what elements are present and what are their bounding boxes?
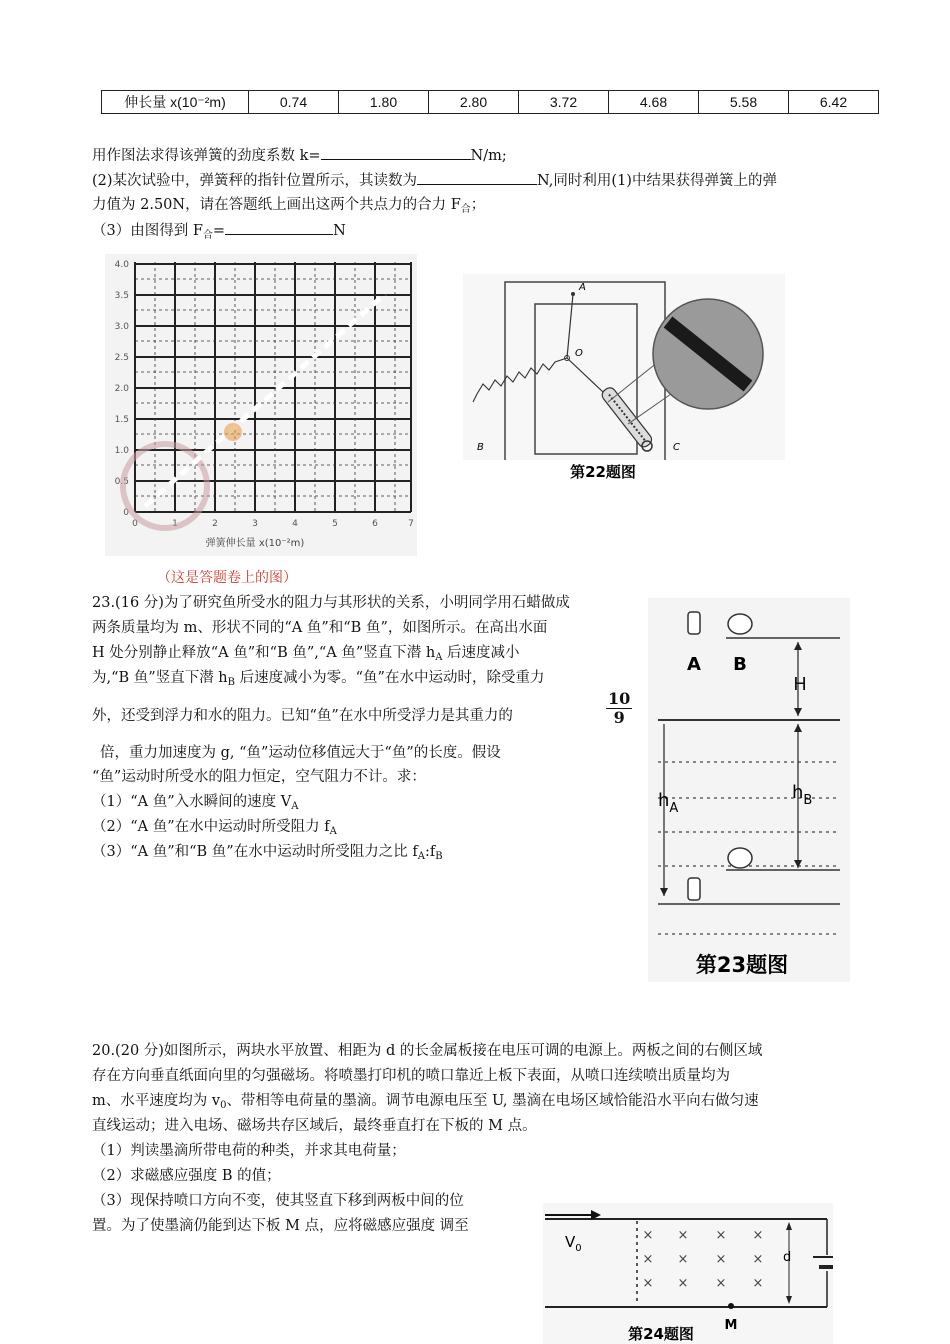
x-tick: 0 [132,519,138,529]
y-tick: 1.5 [114,415,129,425]
q23-line-3: H 处分别静止释放“A 鱼”和“B 鱼”,“A 鱼”竖直下潜 $h_A$ 后速度减小 [92,645,520,663]
x-tick: 4 [292,519,298,529]
q23-question-3: （3）“A 鱼”和“B 鱼”在水中运动时所受阻力之比 $f_A:f_B$ [92,844,443,862]
x-tick: 3 [252,519,258,529]
q23-line-6: 倍，重力加速度为 g, “鱼”运动位移值远大于“鱼”的长度。假设 [100,745,501,761]
svg-text:×: × [715,1228,727,1243]
x-tick: 1 [172,519,178,529]
q23-question-2: （2）“A 鱼”在水中运动时所受阻力 $f_A$ [92,819,337,837]
q20-line-3: m、水平速度均为 $v_0$、带相等电荷量的墨滴。调节电源电压至 U, 墨滴在电场区域恰能沿水平向右做匀速 [92,1093,759,1111]
figure-background [648,598,850,982]
label-b: B [477,442,484,453]
data-point-highlight [224,423,242,441]
q22-figure [463,274,785,482]
svg-text:×: × [642,1276,654,1291]
q23-line-2: 两条质量均为 m、形状不同的“A 鱼”和“B 鱼”，如图所示。在高出水面 [92,620,548,636]
x-tick: 2 [212,519,218,529]
q20-question-2: （2）求磁感应强度 B 的值； [92,1168,281,1184]
svg-text:×: × [752,1228,764,1243]
fish-b-start [728,614,752,634]
table-row [102,91,879,114]
y-tick: 4.0 [114,260,129,270]
label-fish-a: A [687,654,701,675]
svg-text:×: × [715,1252,727,1267]
label-d: d [783,1250,792,1265]
q20-line-4: 直线运动；进入电场、磁场共存区域后，最终垂直打在下板的 M 点。 [92,1118,537,1134]
fish-b-end [728,848,752,868]
q23-line-1: 23.(16 分)为了研究鱼所受水的阻力与其形状的关系，小明同学用石蜡做成 [92,595,570,611]
q22-line-1: 用作图法求得该弹簧的劲度系数 k= N/m; [92,145,507,166]
svg-text:×: × [715,1276,727,1291]
label-fish-b: B [733,654,747,675]
table-cell: 6.42 [789,91,879,114]
fish-a-start [688,612,700,634]
table-header-cell: 伸长量 x(10⁻²m) [102,91,249,114]
y-tick: 0.5 [114,477,129,487]
answer-blank-k[interactable] [321,145,471,160]
q20-question-1: （1）判读墨滴所带电荷的种类，并求其电荷量； [92,1143,406,1159]
label-c: C [673,442,680,453]
label-ha: $h_A$ [658,790,679,816]
point-m [728,1303,734,1309]
q23-question-1: （1）“A 鱼”入水瞬间的速度 $V_A$ [92,794,299,812]
q23-figure [648,598,850,982]
answer-blank-reading[interactable] [417,170,537,185]
table-cell: 2.80 [429,91,519,114]
q20-line-2: 存在方向垂直纸面向里的匀强磁场。将喷墨打印机的喷口靠近上板下表面，从喷口连续喷出质量均为 [92,1068,730,1084]
label-v0: $V_0$ [565,1233,582,1254]
q22-line-2: (2)某次试验中，弹簧秤的指针位置所示，其读数为 N,同时利用(1)中结果获得弹簧上的弹 [92,170,777,191]
y-tick: 2.0 [114,384,129,394]
svg-text:×: × [642,1228,654,1243]
answer-sheet-graph [105,254,417,556]
x-tick: 7 [408,519,414,529]
table-cell: 3.72 [519,91,609,114]
q20-figure [543,1203,833,1344]
x-tick: 5 [332,519,338,529]
y-tick: 3.5 [114,291,129,301]
label-height-h: H [793,674,807,695]
svg-text:×: × [752,1276,764,1291]
label-a: A [579,282,586,293]
x-axis-label: 弹簧伸长量 x(10⁻²m) [205,538,305,549]
label-hb: $h_B$ [792,782,813,808]
svg-text:×: × [677,1276,689,1291]
extension-table [101,90,879,114]
svg-text:×: × [642,1252,654,1267]
svg-text:×: × [752,1252,764,1267]
q20-line-1: 20.(20 分)如图所示，两块水平放置、相距为 d 的长金属板接在电压可调的电源上。两板之间的右侧区域 [92,1043,763,1059]
q22-line-3: 力值为 2.50N，请在答题纸上画出这两个共点力的合力 $F_合$； [92,197,486,215]
table-cell: 4.68 [609,91,699,114]
x-tick: 6 [372,519,378,529]
answer-blank-fhe[interactable] [225,220,333,235]
svg-text:×: × [677,1252,689,1267]
q23-line-7: “鱼”运动时所受水的阻力恒定，空气阻力不计。求： [92,769,426,785]
svg-text:×: × [677,1228,689,1243]
q23-line-4: 为,“B 鱼”竖直下潜 $h_B$ 后速度减小为零。“鱼”在水中运动时，除受重力 [92,670,545,688]
label-o: O [575,348,583,359]
table-cell: 5.58 [699,91,789,114]
y-tick: 3.0 [114,322,129,332]
table-cell: 0.74 [249,91,339,114]
q20-question-3: （3）现保持喷口方向不变，使其竖直下移到两板中间的位 [92,1193,464,1209]
q22-line-4: （3）由图得到 $F_合= N$ [92,220,346,246]
fraction-ten-ninths: $\frac{10}{9}$ [608,689,631,727]
y-tick: 2.5 [114,353,129,363]
q20-question-3-cont: 置。为了使墨滴仍能到达下板 M 点，应将磁感应强度 调至 [92,1218,469,1234]
table-cell: 1.80 [339,91,429,114]
fish-a-end [688,878,700,900]
q23-line-5: 外，还受到浮力和水的阻力。已知“鱼”在水中所受浮力是其重力的 [92,708,513,724]
figure-caption: 第23题图 [695,953,789,977]
y-tick: 0 [123,508,129,518]
label-m: M [724,1318,738,1333]
figure-caption: 第22题图 [570,463,636,481]
figure-caption: 第24题图 [628,1325,694,1343]
y-tick: 1.0 [114,446,129,456]
graph-caption: （这是答题卷上的图） [157,570,297,586]
